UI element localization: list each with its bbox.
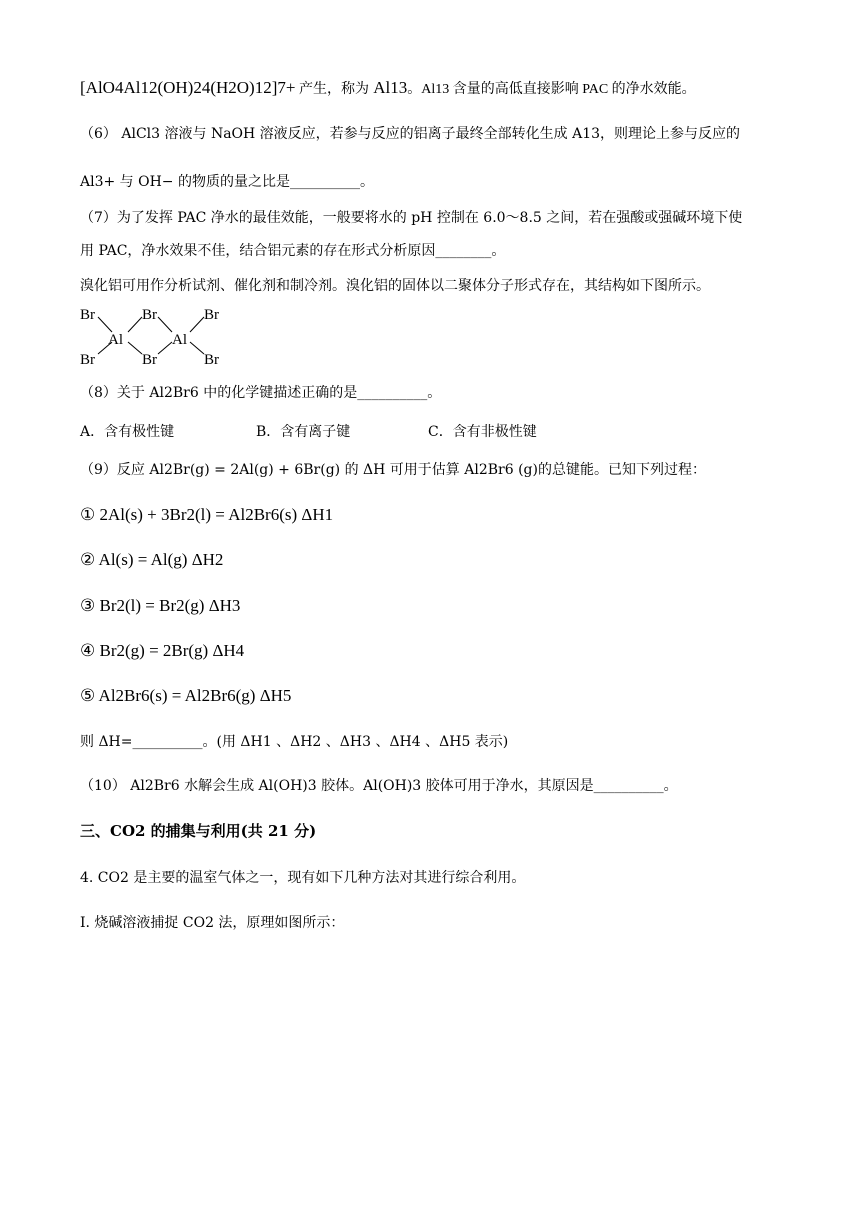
question-7-line1: （7）为了发挥 PAC 净水的最佳效能，一般要将水的 pH 控制在 6.0～8.5 之间，若在强酸或强碱环境下使 [80, 210, 743, 226]
aluminum-bromide-intro: 溴化铝可用作分析试剂、催化剂和制冷剂。溴化铝的固体以二聚体分子形式存在，其结构如下图所示。 [80, 278, 710, 294]
br-atom: Br [80, 307, 95, 323]
step-4: ④ Br2(g) = 2Br(g) ΔH4 [80, 641, 245, 660]
step-3: ③ Br2(l) = Br2(g) ΔH3 [80, 596, 241, 615]
br-atom: Br [142, 307, 157, 323]
question-8-options [80, 422, 537, 442]
al13-symbol: Al13 [373, 78, 408, 97]
question-6-line1: （6） AlCl3 溶液与 NaOH 溶液反应，若参与反应的铝离子最终全部转化生成 A13，则理论上参与反应的 [80, 126, 741, 142]
paragraph-4: 4. CO2 是主要的温室气体之一，现有如下几种方法对其进行综合利用。 [80, 870, 526, 886]
question-7-line2: 用 PAC，净水效果不佳，结合铝元素的存在形式分析原因________。 [80, 243, 506, 259]
al-atom: Al [108, 332, 123, 348]
question-9-answer: 则 ΔH=__________。(用 ΔH1 、ΔH2 、ΔH3 、ΔH4 、ΔH5 表示) [80, 734, 509, 750]
section-3-heading: 三、CO2 的捕集与利用(共 21 分) [80, 822, 317, 840]
question-10: （10） Al2Br6 水解会生成 Al(OH)3 胶体。Al(OH)3 胶体可用于净水，其原因是__________。 [80, 778, 678, 794]
option-a: A．含有极性键 [80, 424, 175, 440]
line-al13-intro [80, 78, 696, 100]
br-atom: Br [142, 352, 157, 368]
question-8: （8）关于 Al2Br6 中的化学键描述正确的是__________。 [80, 385, 442, 401]
text-seg: 。Al13 含量的高低直接影响 PAC 的净水效能。 [407, 82, 696, 97]
pac-formula: [AlO4Al12(OH)24(H2O)12]7+ [80, 78, 296, 97]
option-c: C．含有非极性键 [428, 424, 537, 440]
paragraph-I: Ⅰ. 烧碱溶液捕捉 CO2 法，原理如图所示： [80, 915, 345, 931]
al2br6-structure-diagram [78, 304, 238, 370]
br-atom: Br [204, 352, 219, 368]
al-atom: Al [172, 332, 187, 348]
question-9: （9）反应 Al2Br(g) = 2Al(g) + 6Br(g) 的 ΔH 可用于估算 Al2Br6 (g)的总键能。已知下列过程： [80, 462, 706, 478]
option-b: B．含有离子键 [256, 424, 351, 440]
text-seg: 产生，称为 [295, 82, 369, 97]
step-2: ② Al(s) = Al(g) ΔH2 [80, 550, 224, 569]
br-atom: Br [204, 307, 219, 323]
step-1: ① 2Al(s) + 3Br2(l) = Al2Br6(s) ΔH1 [80, 505, 334, 524]
step-5: ⑤ Al2Br6(s) = Al2Br6(g) ΔH5 [80, 686, 292, 705]
br-atom: Br [80, 352, 95, 368]
question-6-line2: Al3+ 与 OH− 的物质的量之比是__________。 [80, 174, 374, 190]
